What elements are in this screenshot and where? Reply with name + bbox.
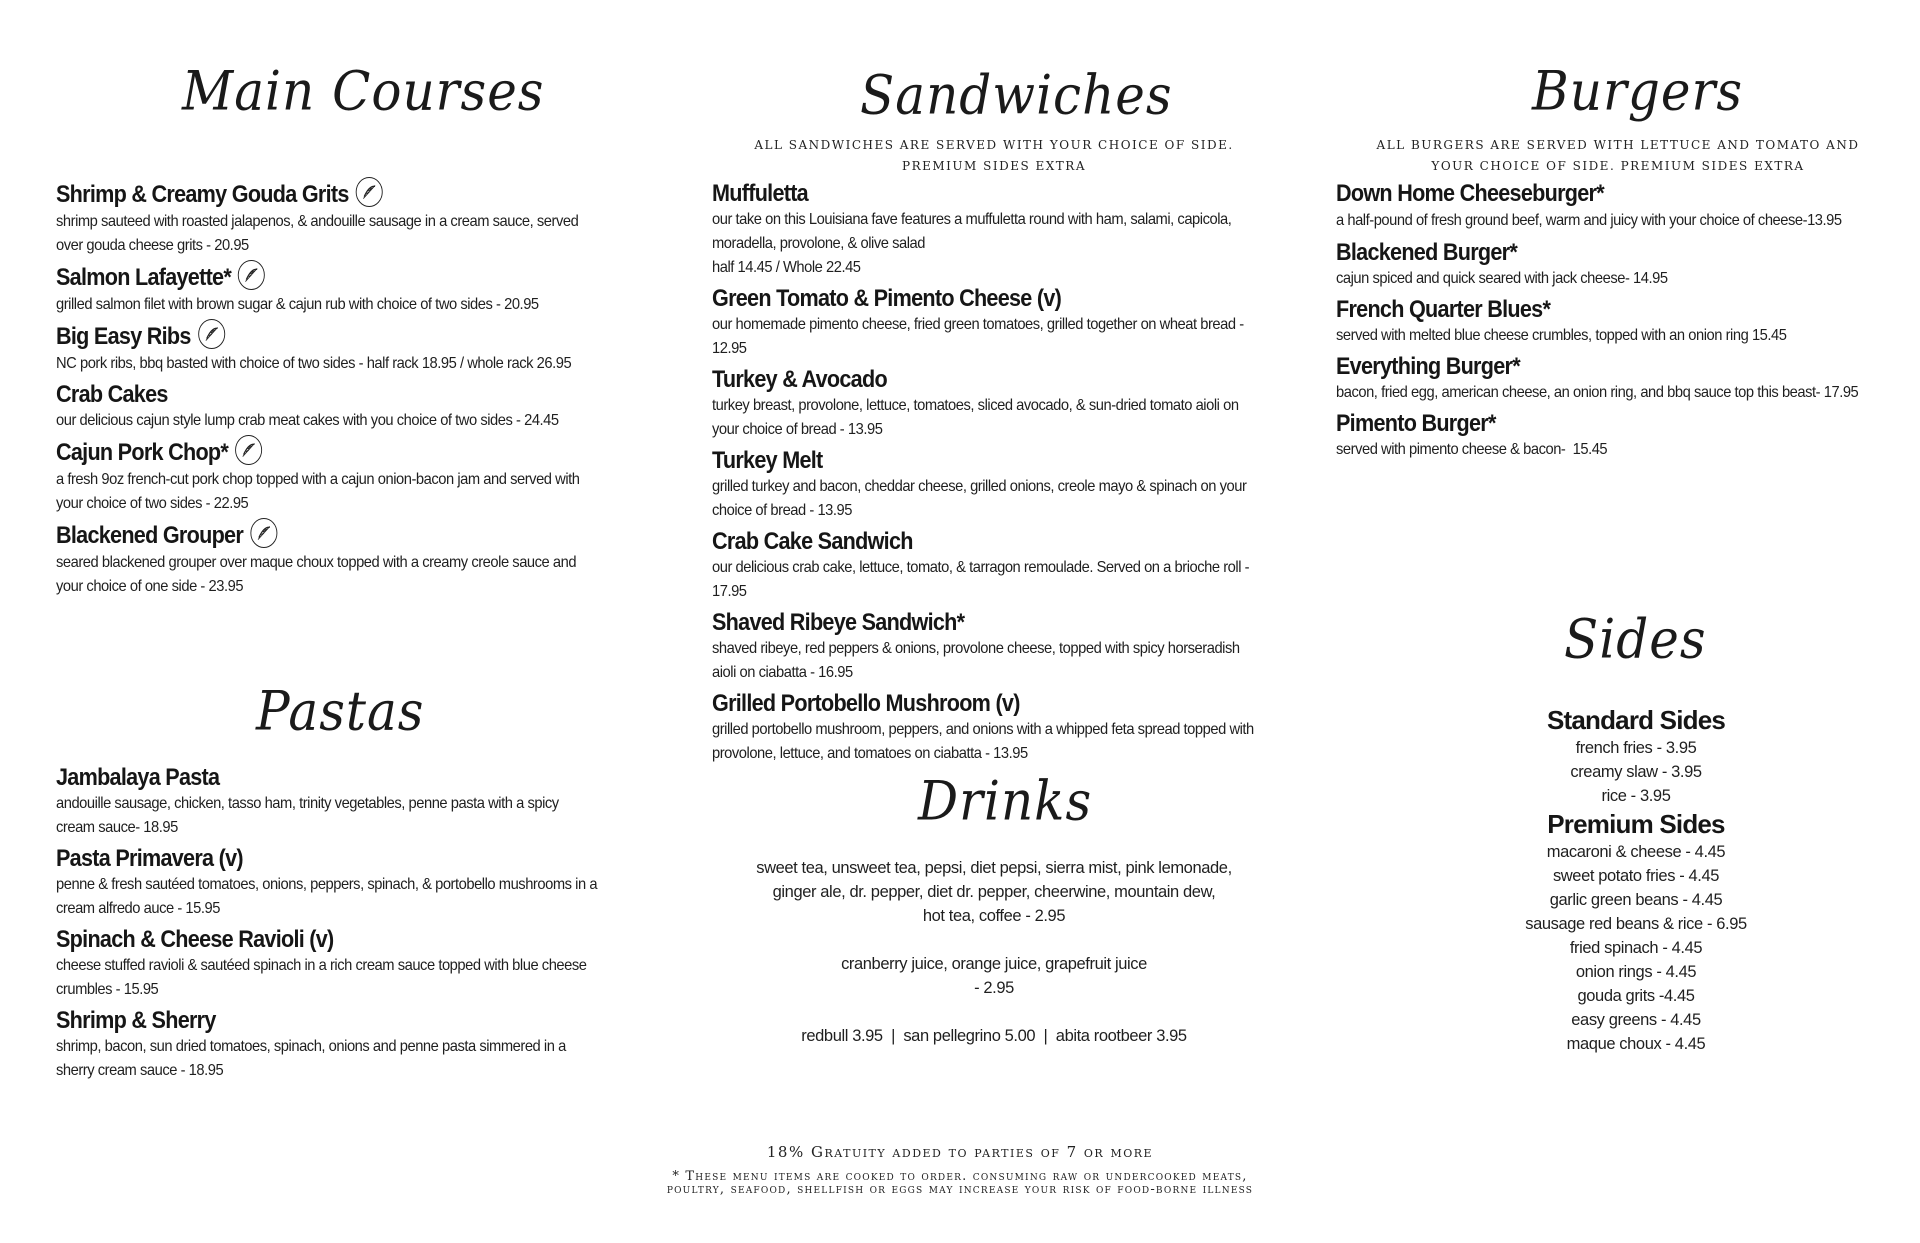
main-courses-heading: Main Courses (182, 59, 545, 123)
item-description: grilled salmon filet with brown sugar & cajun rub with choice of two sides - 20.95 (56, 296, 539, 313)
side-item: macaroni & cheese - 4.45 (1546, 843, 1726, 861)
side-item: garlic green beans - 4.45 (1549, 891, 1723, 909)
food-safety-warning (0, 1170, 1920, 1196)
item-price: half 14.45 / Whole 22.45 (712, 259, 861, 276)
side-item: french fries - 3.95 (1575, 739, 1697, 757)
menu-item (712, 447, 1302, 523)
item-description: shrimp sauteed with roasted jalapenos, & andouille sausage in a cream sauce, served over gouda cheese grits - 20.95 (56, 213, 579, 254)
item-name: Shrimp & Sherry (56, 1007, 216, 1034)
drinks-heading: Drinks (918, 769, 1093, 833)
sides-heading: Sides (1564, 607, 1707, 671)
warning-line: poultry, seafood, shellfish or eggs may increase your risk of food-borne illness (666, 1182, 1254, 1197)
drinks-line: - 2.95 (974, 979, 1014, 997)
item-name: Crab Cake Sandwich (712, 528, 913, 555)
drinks-line: sweet tea, unsweet tea, pepsi, diet pepsi, sierra mist, pink lemonade, (756, 859, 1232, 877)
menu-item (1336, 239, 1920, 291)
gluten-free-icon (356, 177, 383, 207)
note-line: YOUR CHOICE OF SIDE. PREMIUM SIDES EXTRA (1431, 159, 1805, 173)
item-name: Shrimp & Creamy Gouda Grits (56, 181, 349, 208)
item-name: Muffuletta (712, 180, 808, 207)
gluten-free-icon (235, 435, 262, 465)
item-description: cheese stuffed ravioli & sautéed spinach in a rich cream sauce topped with blue cheese crumbles - 15.95 (56, 957, 587, 998)
menu-item (1336, 410, 1920, 462)
menu-item (1336, 180, 1920, 234)
item-name: French Quarter Blues* (1336, 296, 1551, 323)
item-name: Shaved Ribeye Sandwich* (712, 609, 965, 636)
sandwiches-list (712, 180, 1302, 771)
burgers-note (1336, 135, 1900, 177)
item-description: bacon, fried egg, american cheese, an onion ring, and bbq sauce top this beast- 17.95 (1336, 384, 1859, 401)
item-name: Spinach & Cheese Ravioli (v) (56, 926, 334, 953)
burgers-list (1336, 180, 1920, 467)
item-name: Blackened Burger* (1336, 239, 1518, 266)
gluten-free-icon (250, 518, 277, 548)
item-description: our delicious crab cake, lettuce, tomato, & tarragon remoulade. Served on a brioche roll - 17.95 (712, 559, 1250, 600)
item-description: served with pimento cheese & bacon- 15.45 (1336, 441, 1608, 458)
item-description: cajun spiced and quick seared with jack cheese- 14.95 (1336, 270, 1668, 287)
item-name: Salmon Lafayette* (56, 264, 232, 291)
burgers-heading: Burgers (1532, 59, 1744, 123)
item-name: Grilled Portobello Mushroom (v) (712, 690, 1020, 717)
side-item: rice - 3.95 (1601, 787, 1671, 805)
menu-item (712, 366, 1302, 442)
item-description: our take on this Louisiana fave features a muffuletta round with ham, salami, capicola, moradella, provolone, & olive salad (712, 211, 1232, 252)
item-name: Crab Cakes (56, 381, 168, 408)
note-line: ALL SANDWICHES ARE SERVED WITH YOUR CHOICE OF SIDE. (754, 138, 1234, 152)
menu-item (712, 285, 1302, 361)
note-line: ALL BURGERS ARE SERVED WITH LETTUCE AND TOMATO AND (1376, 138, 1860, 152)
specialty-drinks: redbull 3.95 | san pellegrino 5.00 | abita rootbeer 3.95 (801, 1027, 1187, 1045)
pastas-list (56, 764, 646, 1088)
drinks-list (712, 856, 1276, 1072)
item-description: a half-pound of fresh ground beef, warm and juicy with your choice of cheese-13.95 (1336, 212, 1842, 229)
item-name: Pasta Primavera (v) (56, 845, 243, 872)
menu-item (1336, 353, 1920, 405)
menu-item (712, 609, 1302, 685)
menu-item (56, 764, 646, 840)
item-description: shaved ribeye, red peppers & onions, provolone cheese, topped with spicy horseradish aioli on ciabatta - 16.95 (712, 640, 1240, 681)
drinks-line: cranberry juice, orange juice, grapefruit juice (841, 955, 1147, 973)
item-name: Pimento Burger* (1336, 410, 1496, 437)
drinks-line: ginger ale, dr. pepper, diet dr. pepper, cheerwine, mountain dew, (772, 883, 1216, 901)
gluten-free-icon (238, 260, 265, 290)
menu-item (56, 381, 646, 433)
item-description: shrimp, bacon, sun dried tomatoes, spinach, onions and penne pasta simmered in a sherry cream sauce - 18.95 (56, 1038, 566, 1079)
menu-item (56, 180, 646, 258)
menu-item (56, 845, 646, 921)
menu-item (56, 1007, 646, 1083)
pastas-heading: Pastas (256, 679, 425, 743)
standard-sides-title: Standard Sides (1546, 705, 1726, 735)
side-item: creamy slaw - 3.95 (1570, 763, 1702, 781)
menu-item (56, 521, 646, 599)
item-name: Blackened Grouper (56, 522, 244, 549)
item-name: Cajun Pork Chop* (56, 439, 229, 466)
side-item: easy greens - 4.45 (1571, 1011, 1701, 1029)
side-item: gouda grits -4.45 (1577, 987, 1695, 1005)
item-description: a fresh 9oz french-cut pork chop topped with a cajun onion-bacon jam and served with your choice of two sides - 22.95 (56, 471, 580, 512)
item-description: our homemade pimento cheese, fried green tomatoes, grilled together on wheat bread - 12.95 (712, 316, 1244, 357)
menu-item (712, 690, 1302, 766)
item-description: andouille sausage, chicken, tasso ham, trinity vegetables, penne pasta with a spicy cream sauce- 18.95 (56, 795, 559, 836)
item-description: seared blackened grouper over maque choux topped with a creamy creole sauce and your choice of one side - 23.95 (56, 554, 577, 595)
item-description: NC pork ribs, bbq basted with choice of two sides - half rack 18.95 / whole rack 26.95 (56, 355, 572, 372)
side-item: sausage red beans & rice - 6.95 (1525, 915, 1747, 933)
sandwiches-heading: Sandwiches (860, 63, 1173, 127)
soft-drinks (712, 856, 1276, 928)
menu-item (56, 438, 646, 516)
item-name: Everything Burger* (1336, 353, 1520, 380)
item-description: our delicious cajun style lump crab meat cakes with you choice of two sides - 24.45 (56, 412, 559, 429)
juices (712, 952, 1276, 1000)
item-description: served with melted blue cheese crumbles, topped with an onion ring 15.45 (1336, 327, 1787, 344)
item-description: grilled portobello mushroom, peppers, and onions with a whipped feta spread topped with provolone, lettuce, and tomatoes on ciabatta - 13.95 (712, 721, 1254, 762)
item-name: Down Home Cheeseburger* (1336, 180, 1604, 207)
side-item: maque choux - 4.45 (1566, 1035, 1706, 1053)
main-courses-list (56, 180, 646, 604)
menu-item (56, 926, 646, 1002)
item-name: Jambalaya Pasta (56, 764, 220, 791)
item-name: Green Tomato & Pimento Cheese (v) (712, 285, 1062, 312)
item-description: turkey breast, provolone, lettuce, tomatoes, sliced avocado, & sun-dried tomato aioli on your choice of bread - 13.95 (712, 397, 1239, 438)
item-name: Turkey & Avocado (712, 366, 887, 393)
menu-item (56, 263, 646, 317)
item-description: grilled turkey and bacon, cheddar cheese, grilled onions, creole mayo & spinach on your choice of bread - 13.95 (712, 478, 1247, 519)
side-item: onion rings - 4.45 (1575, 963, 1697, 981)
premium-sides-title: Premium Sides (1547, 809, 1725, 839)
menu-item (712, 528, 1302, 604)
sides-list (1486, 704, 1786, 1056)
gluten-free-icon (198, 319, 225, 349)
menu-item (712, 180, 1302, 280)
menu-item (1336, 296, 1920, 348)
note-line: PREMIUM SIDES EXTRA (902, 159, 1086, 173)
side-item: fried spinach - 4.45 (1569, 939, 1703, 957)
drinks-line: hot tea, coffee - 2.95 (922, 907, 1066, 925)
warning-line: * These menu items are cooked to order. consuming raw or undercooked meats, (672, 1169, 1248, 1184)
menu-item (56, 322, 646, 376)
side-item: sweet potato fries - 4.45 (1552, 867, 1720, 885)
item-name: Big Easy Ribs (56, 323, 191, 350)
sandwiches-note (712, 135, 1276, 177)
gratuity-note: 18% Gratuity added to parties of 7 or more (766, 1143, 1154, 1161)
item-name: Turkey Melt (712, 447, 823, 474)
item-description: penne & fresh sautéed tomatoes, onions, peppers, spinach, & portobello mushrooms in a cream alfredo auce - 15.95 (56, 876, 598, 917)
